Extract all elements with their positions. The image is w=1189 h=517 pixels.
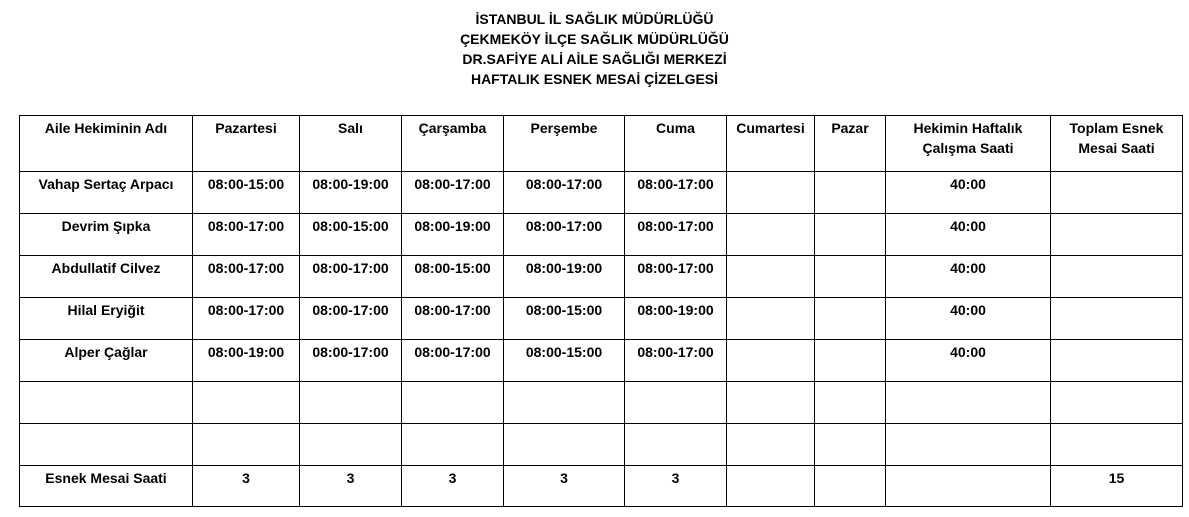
table-cell bbox=[815, 172, 886, 214]
table-cell: 08:00-17:00 bbox=[402, 340, 504, 382]
table-cell: 3 bbox=[504, 466, 625, 507]
table-cell bbox=[402, 382, 504, 424]
header-carsamba: Çarşamba bbox=[402, 116, 504, 172]
table-cell: 08:00-17:00 bbox=[504, 214, 625, 256]
table-cell bbox=[504, 424, 625, 466]
header-line-2: ÇEKMEKÖY İLÇE SAĞLIK MÜDÜRLÜĞÜ bbox=[460, 31, 729, 47]
table-row bbox=[20, 256, 1183, 298]
table-cell: 08:00-15:00 bbox=[504, 298, 625, 340]
table-cell: 08:00-17:00 bbox=[300, 256, 402, 298]
table-cell: 3 bbox=[625, 466, 727, 507]
table-cell: 08:00-17:00 bbox=[193, 214, 300, 256]
table-cell bbox=[815, 298, 886, 340]
table-row bbox=[20, 214, 1183, 256]
table-cell bbox=[1051, 340, 1183, 382]
row-label-cell: Devrim Şıpka bbox=[20, 214, 193, 256]
table-cell: 08:00-17:00 bbox=[625, 340, 727, 382]
table-cell: 08:00-17:00 bbox=[402, 172, 504, 214]
table-cell: 08:00-19:00 bbox=[193, 340, 300, 382]
table-cell bbox=[727, 298, 815, 340]
table-cell bbox=[815, 340, 886, 382]
table-cell bbox=[727, 256, 815, 298]
table-row bbox=[20, 340, 1183, 382]
table-cell: 40:00 bbox=[886, 298, 1051, 340]
table-cell bbox=[727, 466, 815, 507]
schedule-table bbox=[19, 115, 1183, 507]
table-cell: 08:00-17:00 bbox=[625, 214, 727, 256]
header-sali: Salı bbox=[300, 116, 402, 172]
table-cell bbox=[886, 424, 1051, 466]
table-cell bbox=[727, 340, 815, 382]
table-cell: 08:00-17:00 bbox=[504, 172, 625, 214]
header-line-4: HAFTALIK ESNEK MESAİ ÇİZELGESİ bbox=[470, 71, 719, 87]
table-cell bbox=[886, 382, 1051, 424]
table-row bbox=[20, 424, 1183, 466]
table-cell: 08:00-19:00 bbox=[300, 172, 402, 214]
header-adi: Aile Hekiminin Adı bbox=[20, 116, 193, 172]
table-cell: 3 bbox=[193, 466, 300, 507]
table-cell bbox=[886, 466, 1051, 507]
table-cell: 08:00-15:00 bbox=[193, 172, 300, 214]
header-haftalik-calisma: Hekimin Haftalık Çalışma Saati bbox=[886, 116, 1051, 172]
table-cell: 08:00-17:00 bbox=[300, 340, 402, 382]
table-cell bbox=[815, 214, 886, 256]
table-cell: 08:00-15:00 bbox=[300, 214, 402, 256]
row-label-cell bbox=[20, 424, 193, 466]
table-cell: 40:00 bbox=[886, 256, 1051, 298]
table-cell bbox=[300, 424, 402, 466]
table-cell bbox=[402, 424, 504, 466]
table-cell: 08:00-17:00 bbox=[193, 256, 300, 298]
table-cell: 08:00-17:00 bbox=[402, 298, 504, 340]
table-cell bbox=[300, 382, 402, 424]
document-header bbox=[0, 9, 1189, 89]
header-line-1: İSTANBUL İL SAĞLIK MÜDÜRLÜĞÜ bbox=[475, 11, 714, 27]
row-label-cell: Esnek Mesai Saati bbox=[20, 466, 193, 507]
table-cell bbox=[1051, 424, 1183, 466]
table-cell bbox=[727, 424, 815, 466]
table-cell bbox=[727, 214, 815, 256]
table-cell: 08:00-15:00 bbox=[504, 340, 625, 382]
row-label-cell: Vahap Sertaç Arpacı bbox=[20, 172, 193, 214]
table-cell bbox=[193, 424, 300, 466]
table-cell: 15 bbox=[1051, 466, 1183, 507]
table-cell: 08:00-17:00 bbox=[625, 256, 727, 298]
header-cuma: Cuma bbox=[625, 116, 727, 172]
table-row bbox=[20, 382, 1183, 424]
row-label-cell: Abdullatif Cilvez bbox=[20, 256, 193, 298]
table-cell bbox=[193, 382, 300, 424]
table-cell bbox=[727, 382, 815, 424]
header-line-3: DR.SAFİYE ALİ AİLE SAĞLIĞI MERKEZİ bbox=[462, 51, 727, 67]
table-cell: 40:00 bbox=[886, 172, 1051, 214]
table-cell: 08:00-15:00 bbox=[402, 256, 504, 298]
table-cell bbox=[1051, 256, 1183, 298]
row-label-cell bbox=[20, 382, 193, 424]
table-cell bbox=[815, 466, 886, 507]
table-cell bbox=[625, 382, 727, 424]
row-label-cell: Hilal Eryiğit bbox=[20, 298, 193, 340]
total-row bbox=[20, 466, 1183, 507]
table-cell bbox=[1051, 382, 1183, 424]
header-persembe: Perşembe bbox=[504, 116, 625, 172]
table-cell: 08:00-19:00 bbox=[402, 214, 504, 256]
header-pazar: Pazar bbox=[815, 116, 886, 172]
header-toplam-esnek: Toplam Esnek Mesai Saati bbox=[1051, 116, 1183, 172]
table-row bbox=[20, 298, 1183, 340]
table-cell bbox=[815, 424, 886, 466]
table-cell bbox=[727, 172, 815, 214]
table-cell bbox=[815, 382, 886, 424]
table-cell bbox=[504, 382, 625, 424]
table-cell: 40:00 bbox=[886, 340, 1051, 382]
table-cell: 3 bbox=[300, 466, 402, 507]
table-cell: 08:00-19:00 bbox=[504, 256, 625, 298]
row-label-cell: Alper Çağlar bbox=[20, 340, 193, 382]
table-cell bbox=[1051, 298, 1183, 340]
table-cell: 08:00-17:00 bbox=[193, 298, 300, 340]
table-cell: 08:00-17:00 bbox=[625, 172, 727, 214]
table-cell bbox=[625, 424, 727, 466]
table-cell bbox=[1051, 172, 1183, 214]
table-cell bbox=[815, 256, 886, 298]
table-cell: 3 bbox=[402, 466, 504, 507]
table-row bbox=[20, 172, 1183, 214]
table-cell: 40:00 bbox=[886, 214, 1051, 256]
header-cumartesi: Cumartesi bbox=[727, 116, 815, 172]
table-cell: 08:00-17:00 bbox=[300, 298, 402, 340]
table-cell: 08:00-19:00 bbox=[625, 298, 727, 340]
header-pazartesi: Pazartesi bbox=[193, 116, 300, 172]
table-cell bbox=[1051, 214, 1183, 256]
table-header-row bbox=[20, 116, 1183, 172]
